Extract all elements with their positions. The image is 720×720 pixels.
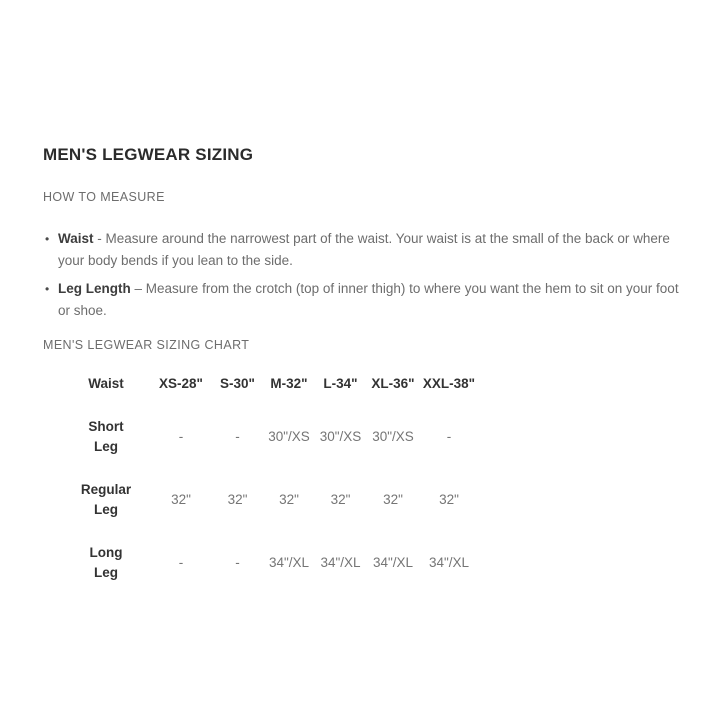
column-header-m: M-32" xyxy=(270,376,308,391)
table-header-row xyxy=(62,376,478,405)
row-label-line: Leg xyxy=(93,501,118,517)
table-cell: 32" xyxy=(383,492,403,507)
bullet-description: Measure around the narrowest part of the waist. Your waist is at the small of the back or where your body bends if you lean to the side. xyxy=(58,231,670,268)
row-label-line: Short xyxy=(88,418,124,434)
table-cell: 34"/XL xyxy=(428,555,470,570)
row-label-regular-leg xyxy=(62,468,150,531)
table-cell: 34"/XL xyxy=(372,555,414,570)
column-header-s: S-30" xyxy=(220,376,255,391)
table-row-long-leg xyxy=(62,531,478,594)
page-title: MEN'S LEGWEAR SIZING xyxy=(43,145,254,164)
table-cell: 34"/XL xyxy=(320,555,361,570)
table-cell: 32" xyxy=(227,492,248,507)
column-header-xxl: XXL-38" xyxy=(422,376,476,391)
table-row-short-leg xyxy=(62,405,478,468)
table-row-regular-leg xyxy=(62,468,478,531)
bullet-term: Waist xyxy=(58,231,94,246)
bullet-dash: – xyxy=(134,281,143,296)
column-header-xs: XS-28" xyxy=(159,376,203,391)
sizing-chart-heading: MEN'S LEGWEAR SIZING CHART xyxy=(43,338,250,352)
bullet-item-waist xyxy=(43,228,688,272)
table-cell: 30"/XS xyxy=(268,429,310,444)
table-cell: 32" xyxy=(439,492,459,507)
table-cell: - xyxy=(235,429,240,444)
sizing-table xyxy=(62,376,478,594)
row-label-line: Leg xyxy=(93,564,118,580)
table-cell: 30"/XS xyxy=(372,429,414,444)
table-cell: - xyxy=(235,555,240,570)
bullet-icon: • xyxy=(45,232,50,246)
bullet-term: Leg Length xyxy=(58,281,131,296)
column-header-waist: Waist xyxy=(88,376,124,391)
table-cell: 32" xyxy=(330,492,351,507)
table-cell: 32" xyxy=(279,492,299,507)
column-header-xl: XL-36" xyxy=(371,376,415,391)
row-label-long-leg xyxy=(62,531,150,594)
row-label-line: Regular xyxy=(80,481,132,497)
table-cell: 30"/XS xyxy=(319,429,362,444)
column-header-l: L-34" xyxy=(323,376,358,391)
table-cell: - xyxy=(178,429,184,444)
measure-instructions-list xyxy=(43,228,688,322)
bullet-item-leg-length xyxy=(43,278,688,322)
table-cell: 32" xyxy=(171,492,191,507)
row-label-line: Long xyxy=(89,544,123,560)
bullet-dash: - xyxy=(97,231,102,246)
row-label-short-leg xyxy=(62,405,150,468)
table-cell: - xyxy=(178,555,184,570)
table-cell: - xyxy=(446,429,452,444)
how-to-measure-heading: HOW TO MEASURE xyxy=(43,190,165,204)
bullet-icon: • xyxy=(45,282,50,296)
bullet-description: Measure from the crotch (top of inner thigh) to where you want the hem to sit on your foot or shoe. xyxy=(58,281,679,318)
row-label-line: Leg xyxy=(93,438,118,454)
table-cell: 34"/XL xyxy=(268,555,310,570)
